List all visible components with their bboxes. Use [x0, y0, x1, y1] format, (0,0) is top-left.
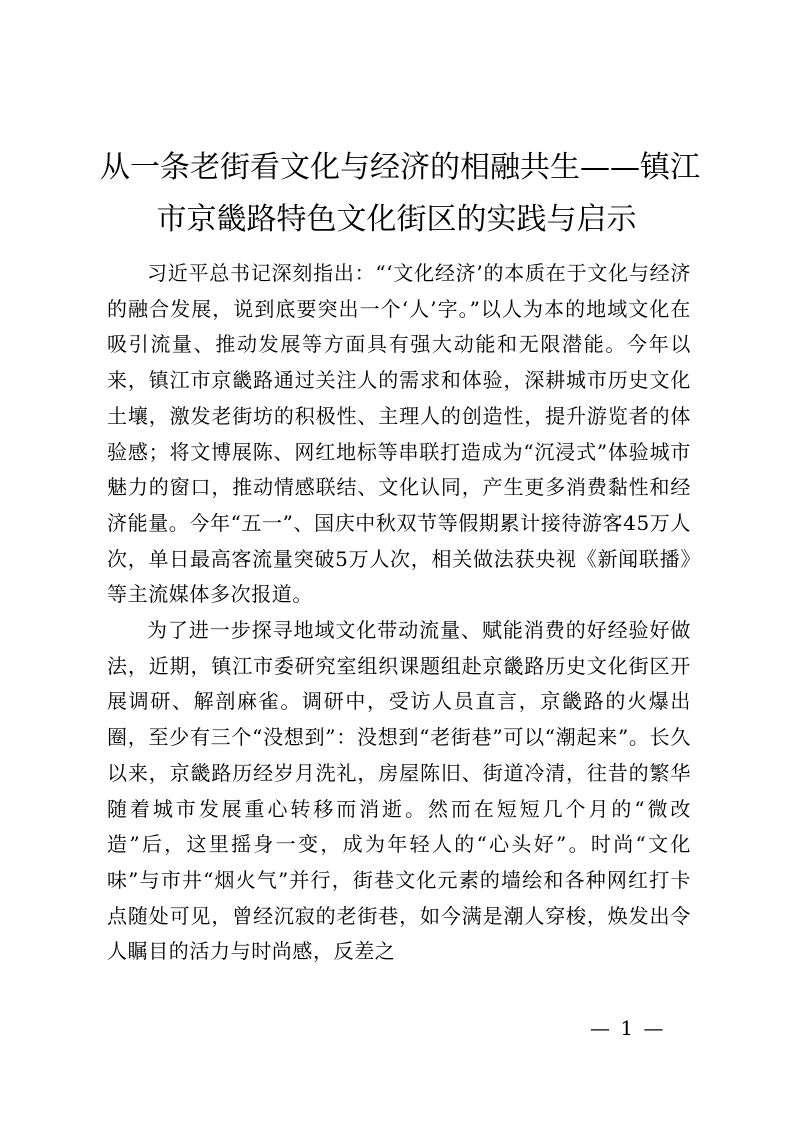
- title-line-2: 市京畿路特色文化街区的实践与启示: [156, 202, 637, 237]
- paragraph-1: 习近平总书记深刻指出：“‘文化经济’的本质在于文化与经济的融合发展，说到底要突出一个‘人’字。”以人为本的地域文化在吸引流量、推动发展等方面具有强大动能和无限潜能。今年以来，镇江市京畿路通过关注人的需求和体验，深耕城市历史文化土壤，激发老街坊的积极性、主理人的创造性，提升游览者的体验感；将文博展陈、网红地标等串联打造成为“沉浸式”体验城市魅力的窗口，推动情感联结、文化认同，产生更多消费黏性和经济能量。今年“五一”、国庆中秋双节等假期累计接待游客45万人次，单日最高客流量突破5万人次，相关做法获央视《新闻联播》等主流媒体多次报道。: [107, 261, 691, 607]
- title-line-1: 从一条老街看文化与经济的相融共生——镇江: [100, 150, 700, 185]
- document-body: [107, 256, 691, 970]
- document-title: [100, 142, 700, 246]
- paragraph-2: 为了进一步探寻地域文化带动流量、赋能消费的好经验好做法，近期，镇江市委研究室组织课题组赴京畿路历史文化街区开展调研、解剖麻雀。调研中，受访人员直言，京畿路的火爆出圈，至少有三个“没想到”：没想到“老街巷”可以“潮起来”。长久以来，京畿路历经岁月洗礼，房屋陈旧、街道冷清，往昔的繁华随着城市发展重心转移而消逝。然而在短短几个月的“微改造”后，这里摇身一变，成为年轻人的“心头好”。时尚“文化味”与市井“烟火气”并行，街巷文化元素的墙绘和各种网红打卡点随处可见，曾经沉寂的老街巷，如今满是潮人穿梭，焕发出令人瞩目的活力与时尚感，反差之: [107, 618, 691, 964]
- page-number: — 1 —: [590, 1016, 666, 1040]
